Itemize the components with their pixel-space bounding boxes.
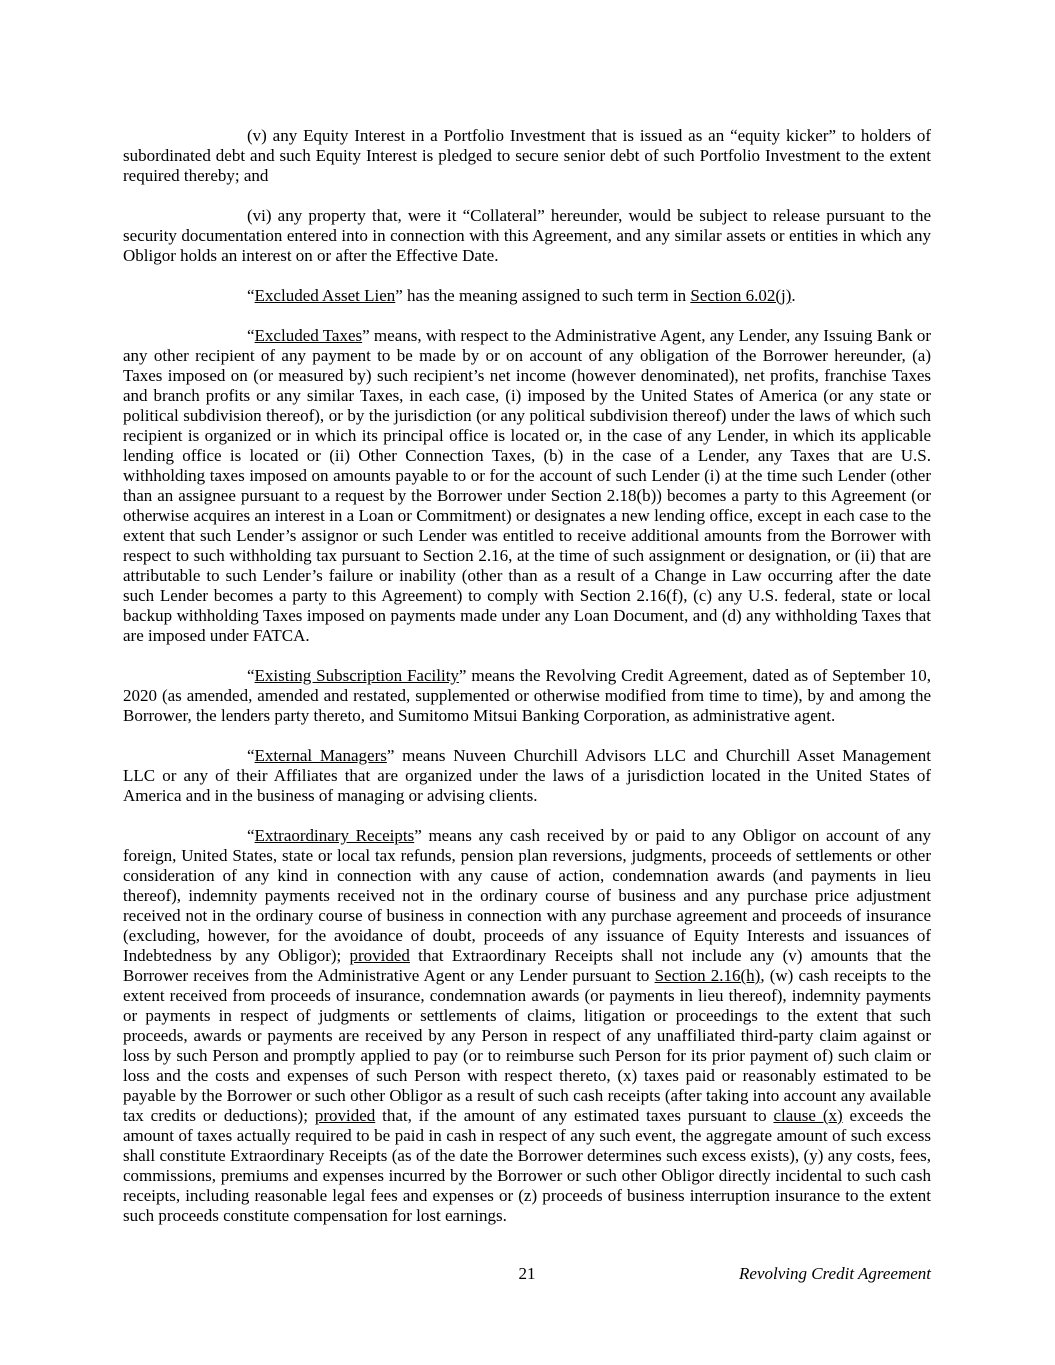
text-run: exceeds the amount of taxes actually required to be paid in cash in respect of any such event, the aggregate amount of such excess shall constitute Extraordinary Receipts (as of the date the Borrower determines such excess exists), (y) any costs, fees, commissions, premiums and expenses incurred by the Borrower or such other Obligor directly incidental to such cash receipts, including reasonable legal fees and expenses or (z) proceeds of business interruption insurance to the extent such proceeds constitute compensation for lost earnings. bbox=[123, 1106, 931, 1225]
text-run: “ bbox=[247, 286, 255, 305]
paragraph bbox=[123, 746, 931, 806]
document-body bbox=[123, 126, 931, 1246]
paragraph bbox=[123, 126, 931, 186]
defined-term: provided bbox=[314, 1106, 376, 1125]
defined-term: External Managers bbox=[254, 746, 387, 765]
text-run: “ bbox=[247, 326, 255, 345]
text-run: (v) any Equity Interest in a Portfolio Investment that is issued as an “equity kicker” to holders of subordinated debt and such Equity Interest is pledged to secure senior debt of such Portfolio Investment to the extent required thereby; and bbox=[123, 126, 931, 185]
text-run: ” means Nuveen Churchill Advisors LLC and Churchill Asset Management LLC or any of their Affiliates that are organized under the laws of a jurisdiction located in the United States of America and in the business of managing or advising clients. bbox=[123, 746, 931, 805]
page-footer bbox=[123, 1264, 931, 1286]
text-run: , (w) cash receipts to the extent received from proceeds of insurance, condemnation awards (or payments in lieu thereof), indemnity payments or payments in respect of judgments or settlements of claims, litigation or proceedings to the extent that such proceeds, awards or payments are received by any Person in respect of any unaffiliated third-party claim against or loss by such Person and promptly applied to pay (or to reimburse such Person for its prior payment of) such claim or loss and the costs and expenses of such Person with respect thereto, (x) taxes paid or reasonably estimated to be payable by the Borrower or such other Obligor as a result of such cash receipts (after taking into account any available tax credits or deductions); bbox=[123, 966, 931, 1125]
text-run: “ bbox=[247, 746, 255, 765]
text-run: (vi) any property that, were it “Collateral” hereunder, would be subject to release pursuant to the security documentation entered into in connection with this Agreement, and any similar assets or entities in which any Obligor holds an interest on or after the Effective Date. bbox=[123, 206, 931, 265]
page-number: 21 bbox=[518, 1264, 536, 1283]
footer-document-title: Revolving Credit Agreement bbox=[739, 1264, 931, 1283]
text-run: ” means any cash received by or paid to any Obligor on account of any foreign, United States, state or local tax refunds, pension plan reversions, judgments, proceeds of settlements or other consideration of any kind in connection with any cause of action, condemnation awards (and payments in lieu thereof), indemnity payments received not in the ordinary course of business and any purchase price adjustment received not in the ordinary course of business in connection with any purchase agreement and proceeds of insurance (excluding, however, for the avoidance of doubt, proceeds of any issuance of Equity Interests and issuances of Indebtedness by any Obligor); bbox=[123, 826, 931, 965]
text-run: ” means the Revolving Credit Agreement, dated as of September 10, 2020 (as amended, amended and restated, supplemented or otherwise modified from time to time), by and among the Borrower, the lenders party thereto, and Sumitomo Mitsui Banking Corporation, as administrative agent. bbox=[123, 666, 931, 725]
defined-term: Section 2.16(h) bbox=[654, 966, 761, 985]
paragraph bbox=[123, 286, 931, 306]
defined-term: Excluded Asset Lien bbox=[254, 286, 396, 305]
defined-term: Excluded Taxes bbox=[254, 326, 363, 345]
text-run: ” means, with respect to the Administrative Agent, any Lender, any Issuing Bank or any other recipient of any payment to be made by or on account of any obligation of the Borrower hereunder, (a) Taxes imposed on (or measured by) such recipient’s net income (however denominated), net profits, franchise Taxes and branch profits or any similar Taxes, in each case, (i) imposed by the United States of America (or any state or political subdivision thereof), or by the jurisdiction (or any political subdivision thereof) under the laws of which such recipient is organized or in which its principal office is located or, in the case of any Lender, in which its applicable lending office is located or (ii) Other Connection Taxes, (b) in the case of a Lender, any Taxes that are U.S. withholding taxes imposed on amounts payable to or for the account of such Lender (i) at the time such Lender (other than an assignee pursuant to a request by the Borrower under Section 2.18(b)) becomes a party to this Agreement (or otherwise acquires an interest in a Loan or Commitment) or designates a new lending office, except in each case to the extent that such Lender’s assignor or such Lender was entitled to receive additional amounts from the Borrower with respect to such withholding tax pursuant to Section 2.16, at the time of such assignment or designation, or (ii) that are attributable to such Lender’s failure or inability (other than as a result of a Change in Law occurring after the date such Lender becomes a party to this Agreement) to comply with Section 2.16(f), (c) any U.S. federal, state or local backup withholding Taxes imposed on payments made under any Loan Document, and (d) any withholding Taxes that are imposed under FATCA. bbox=[123, 326, 931, 645]
paragraph bbox=[123, 206, 931, 266]
defined-term: provided bbox=[349, 946, 410, 965]
defined-term: Existing Subscription Facility bbox=[254, 666, 459, 685]
text-run: “ bbox=[247, 666, 255, 685]
defined-term: Extraordinary Receipts bbox=[254, 826, 415, 845]
text-run: that, if the amount of any estimated taxes pursuant to bbox=[375, 1106, 774, 1125]
text-run: . bbox=[791, 286, 796, 305]
text-run: ” has the meaning assigned to such term in bbox=[395, 286, 691, 305]
defined-term: Section 6.02(j) bbox=[690, 286, 792, 305]
paragraph bbox=[123, 326, 931, 646]
paragraph bbox=[123, 826, 931, 1226]
text-run: that Extraordinary Receipts shall not include any (v) amounts that the Borrower receives from the Administrative Agent or any Lender pursuant to bbox=[123, 946, 931, 985]
text-run: “ bbox=[247, 826, 255, 845]
defined-term: clause (x) bbox=[773, 1106, 843, 1125]
paragraph bbox=[123, 666, 931, 726]
